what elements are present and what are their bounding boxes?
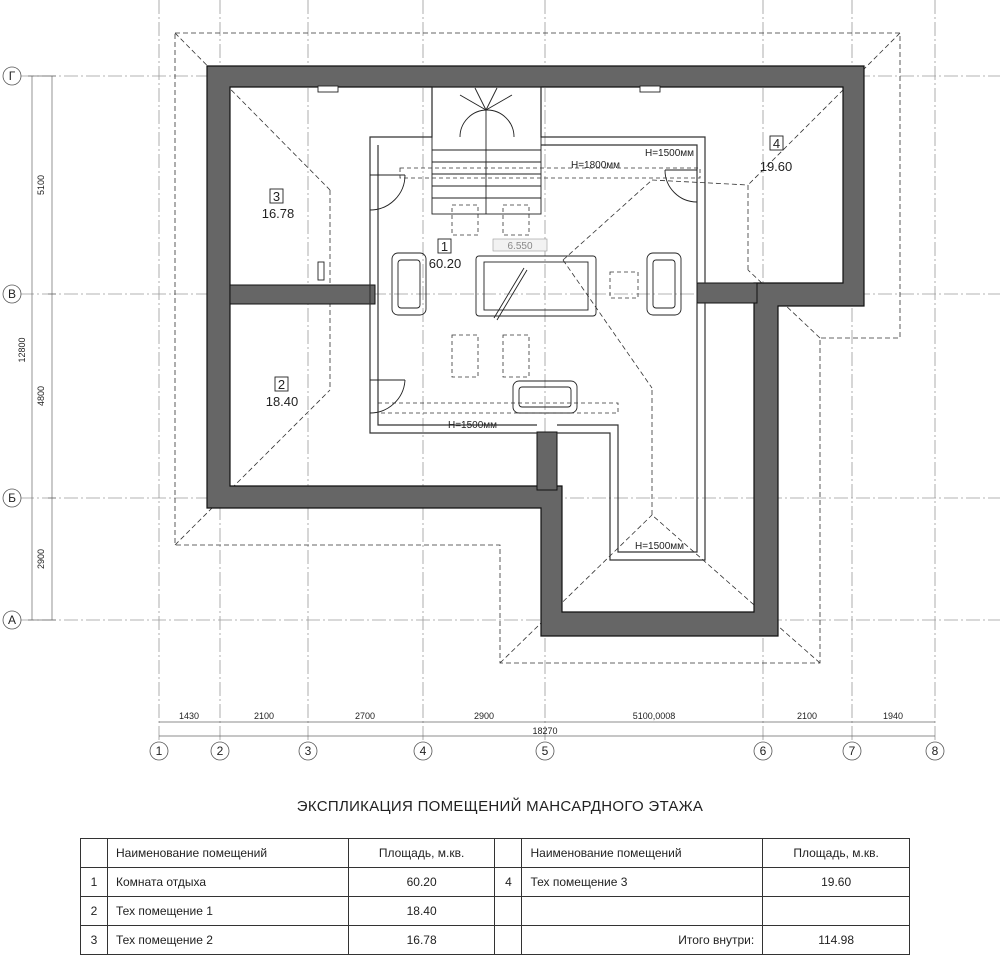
dim-2700: 2700	[354, 711, 376, 721]
room-3-area: 16.78	[261, 206, 295, 221]
height-label-bottom: H=1500мм	[448, 420, 498, 431]
total-value: 114.98	[763, 926, 910, 955]
room-4-area: 19.60	[759, 159, 793, 174]
axis-1: 1	[155, 744, 163, 758]
axis-B: Б	[8, 491, 16, 505]
dimension-bottom-labels	[179, 711, 903, 736]
room-name: Тех помещение 3	[522, 868, 763, 897]
dimension-left	[28, 76, 56, 620]
height-label-top: H=1800мм	[571, 160, 621, 171]
room-name: Тех помещение 1	[108, 897, 349, 926]
col-header-name-2: Наименование помещений	[522, 839, 763, 868]
dim-1430: 1430	[178, 711, 200, 721]
height-label-wing: H=1500мм	[635, 541, 685, 552]
explication-title: ЭКСПЛИКАЦИЯ ПОМЕЩЕНИЙ МАНСАРДНОГО ЭТАЖА	[296, 798, 704, 815]
row-number: 2	[81, 897, 108, 926]
height-label-top-right: H=1500мм	[645, 148, 695, 159]
room-2-number: 2	[277, 377, 286, 392]
table-header-row	[81, 839, 910, 868]
exterior-walls	[207, 66, 864, 636]
sofa-right	[647, 253, 681, 315]
room-area: 60.20	[348, 868, 495, 897]
axis-4: 4	[419, 744, 427, 758]
dim-5100: 5100,0008	[632, 711, 676, 721]
total-label: Итого внутри:	[522, 926, 763, 955]
sofa-left	[392, 253, 426, 315]
room-1-number: 1	[440, 239, 449, 254]
room-area: 19.60	[763, 868, 910, 897]
col-header-name: Наименование помещений	[108, 839, 349, 868]
dim-left-2900: 2900	[36, 548, 46, 570]
room-area: 16.78	[348, 926, 495, 955]
axis-A: А	[7, 613, 17, 627]
dim-left-total: 12800	[17, 337, 27, 363]
room-name: Комната отдыха	[108, 868, 349, 897]
explication-table	[80, 838, 910, 955]
row-number: 4	[495, 868, 522, 897]
elevation-mark: 6.550	[507, 241, 533, 252]
staircase	[432, 87, 541, 214]
axis-6: 6	[759, 744, 767, 758]
dim-1940: 1940	[882, 711, 904, 721]
roof-outline	[175, 33, 900, 663]
table-row	[81, 897, 910, 926]
room-3-number: 3	[272, 189, 281, 204]
axis-G: Г	[8, 69, 16, 83]
axis-bubbles-bottom	[150, 742, 944, 760]
row-number: 3	[81, 926, 108, 955]
col-header-area: Площадь, м.кв.	[348, 839, 495, 868]
room-name: Тех помещение 2	[108, 926, 349, 955]
room-area: 18.40	[348, 897, 495, 926]
axis-8: 8	[931, 744, 939, 758]
axis-5: 5	[541, 744, 549, 758]
dim-total: 18270	[532, 726, 558, 736]
col-header-area-2: Площадь, м.кв.	[763, 839, 910, 868]
room-4-number: 4	[772, 136, 781, 151]
axis-2: 2	[216, 744, 224, 758]
room-1-area: 60.20	[428, 256, 462, 271]
dim-2100-a: 2100	[253, 711, 275, 721]
room-labels	[262, 136, 793, 409]
table-row	[81, 868, 910, 897]
dim-left-4800: 4800	[36, 385, 46, 407]
furniture	[392, 253, 681, 413]
row-number: 1	[81, 868, 108, 897]
axis-7: 7	[848, 744, 856, 758]
axis-3: 3	[304, 744, 312, 758]
table-row	[81, 926, 910, 955]
billiard-table	[476, 256, 596, 316]
axis-V: В	[7, 287, 17, 301]
dim-2100-b: 2100	[796, 711, 818, 721]
doors	[370, 170, 697, 413]
windows	[318, 86, 660, 280]
dim-2900: 2900	[473, 711, 495, 721]
room-2-area: 18.40	[265, 394, 299, 409]
dim-left-5100: 5100	[36, 174, 46, 196]
